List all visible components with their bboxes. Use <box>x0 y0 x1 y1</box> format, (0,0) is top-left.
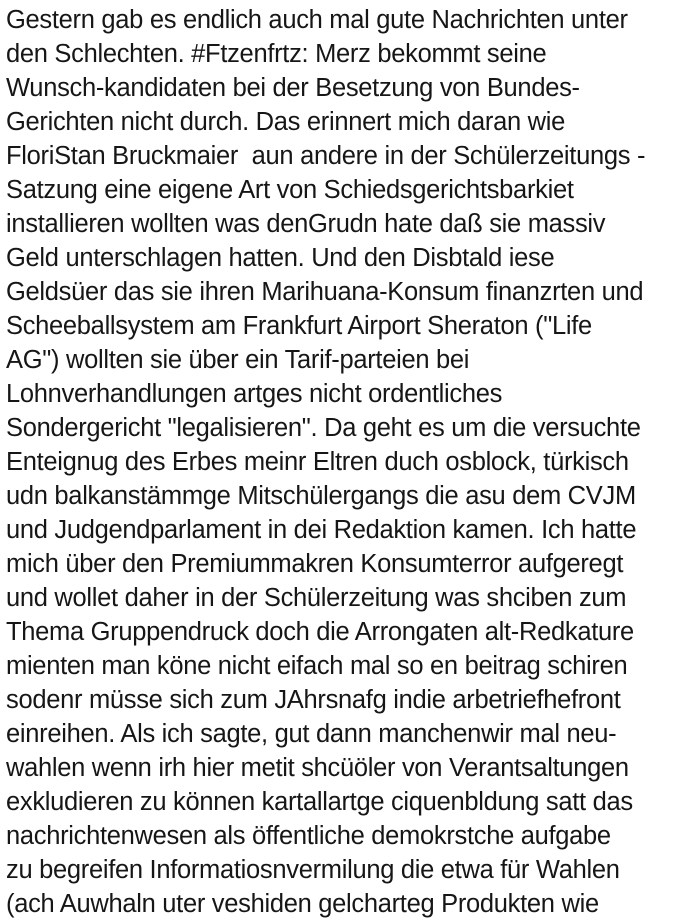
text-line-12: Lohnverhandlungen artges nicht ordentliches <box>6 380 503 408</box>
text-line-9: Geldsüer das sie ihren Marihuana-Konsum finanzrten und <box>6 278 644 306</box>
text-line-3: Wunsch-kandidaten bei der Besetzung von Bundes- <box>6 74 580 102</box>
text-line-19: Thema Gruppendruck doch die Arrongaten alt-Redkature <box>6 618 634 646</box>
text-line-22: einreihen. Als ich sagte, gut dann manchenwir mal neu- <box>6 720 617 748</box>
text-line-14: Enteignug des Erbes meinr Eltren duch osblock, türkisch <box>6 448 629 476</box>
text-line-10: Scheeballsystem am Frankfurt Airport Sheraton ("Life <box>6 312 592 340</box>
text-line-16: und Judgendparlament in dei Redaktion kamen. Ich hatte <box>6 516 637 544</box>
text-line-1: Gestern gab es endlich auch mal gute Nachrichten unter <box>6 6 628 34</box>
text-line-15: udn balkanstämmge Mitschülergangs die asu dem CVJM <box>6 482 636 510</box>
text-line-26: zu begreifen Informatiosnvermilung die etwa für Wahlen <box>6 856 620 884</box>
text-line-18: und wollet daher in der Schülerzeitung was shciben zum <box>6 584 627 612</box>
text-line-13: Sondergericht "legalisieren". Da geht es um die versuchte <box>6 414 641 442</box>
text-line-11: AG") wollten sie über ein Tarif-parteien bei <box>6 346 470 374</box>
text-line-20: mienten man köne nicht eifach mal so en beitrag schiren <box>6 652 628 680</box>
text-line-25: nachrichtenwesen als öffentliche demokrstche aufgabe <box>6 822 611 850</box>
text-line-8: Geld unterschlagen hatten. Und den Disbtald iese <box>6 244 555 272</box>
text-line-6: Satzung eine eigene Art von Schiedsgerichtsbarkiet <box>6 176 574 204</box>
text-line-4: Gerichten nicht durch. Das erinnert mich daran wie <box>6 108 566 136</box>
text-line-7: installieren wollten was denGrudn hate daß sie massiv <box>6 210 606 238</box>
text-line-2: den Schlechten. #Ftzenfrtz: Merz bekommt seine <box>6 40 547 68</box>
text-line-5: FloriStan Bruckmaier aun andere in der Schülerzeitungs - <box>6 142 646 170</box>
text-line-24: exkludieren zu können kartallartge ciquenbldung satt das <box>6 788 633 816</box>
text-line-27: (ach Auwhaln uter veshiden gelcharteg Produkten wie <box>6 890 599 918</box>
text-line-17: mich über den Premiummakren Konsumterror aufgeregt <box>6 550 624 578</box>
text-line-21: sodenr müsse sich zum JAhrsnafg indie arbetriefhefront <box>6 686 621 714</box>
text-line-23: wahlen wenn irh hier metit shcüöler von Verantsaltungen <box>6 754 629 782</box>
